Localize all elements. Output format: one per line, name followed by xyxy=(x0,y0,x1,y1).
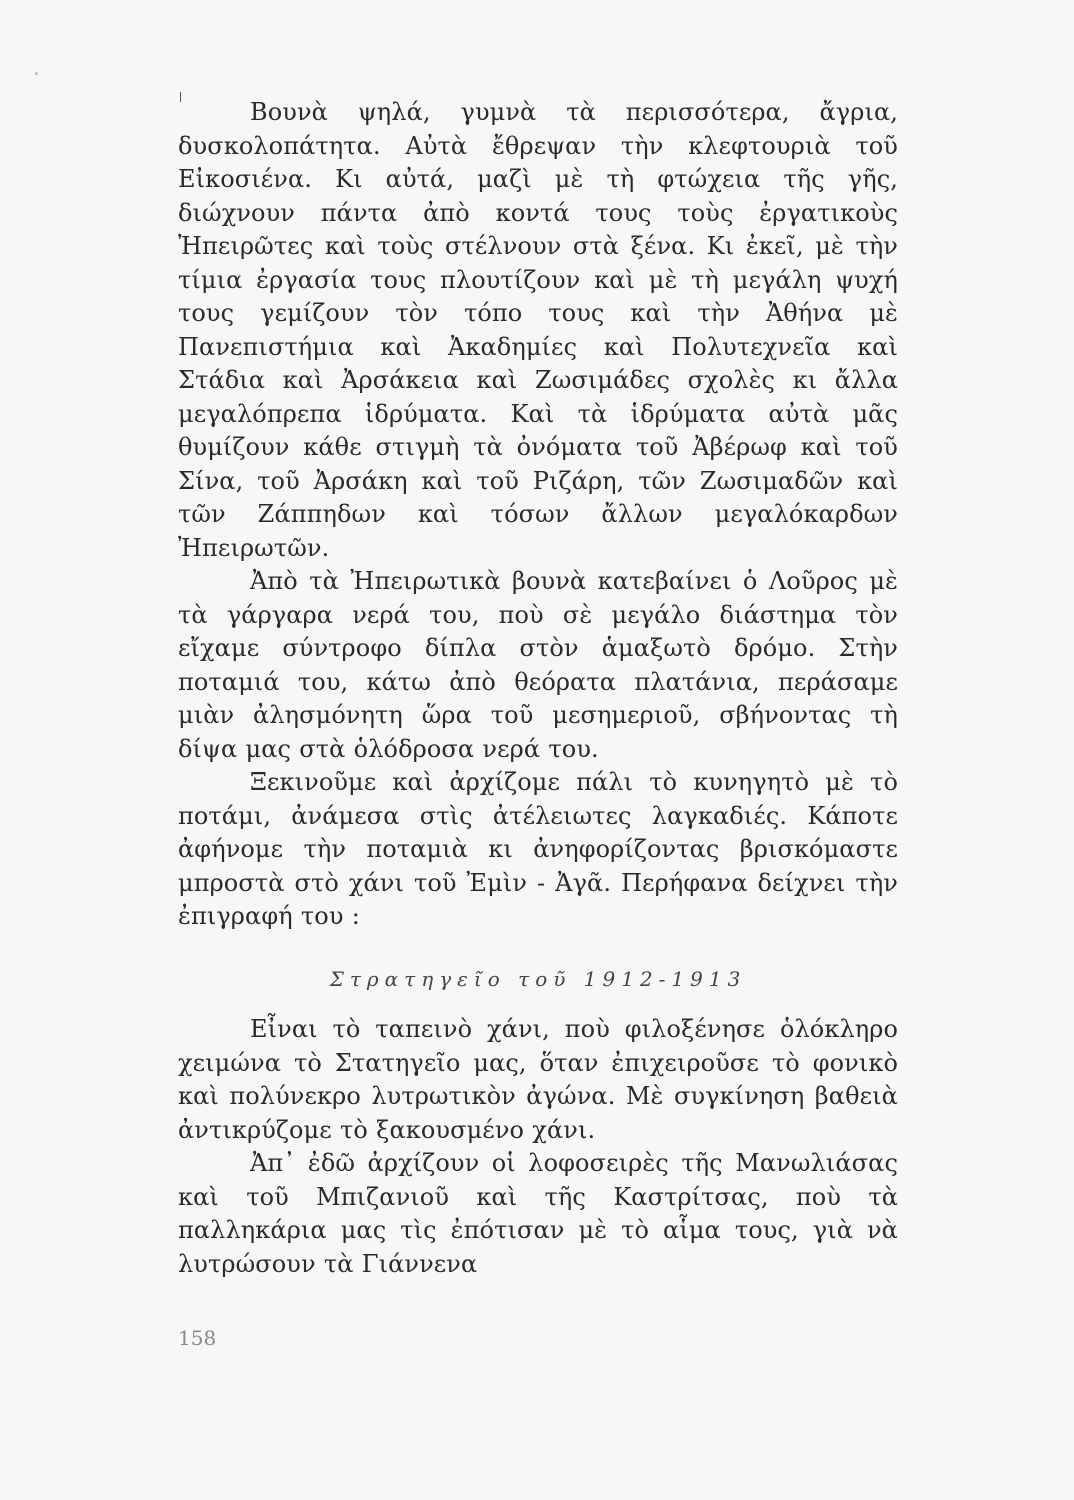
inscription-heading: Στρατηγεῖο τοῦ 1912-1913 xyxy=(329,967,747,991)
page-number: 158 xyxy=(178,1326,217,1350)
paragraph: Εἶναι τὸ ταπεινὸ χάνι, ποὺ φιλοξένησε ὁλόκληρο χειμώνα τὸ Στατηγεῖο μας, ὅταν ἐπιχειροῦσε τὸ φονικὸ καὶ πολύνεκρο λυτρωτικὸν ἀγώνα. Μὲ συγκίνηση βαθειὰ ἀντικρύζομε τὸ ξακουσμένο χάνι. xyxy=(178,1015,898,1144)
text-block-lower xyxy=(178,1013,898,1281)
paragraph: Βουνὰ ψηλά, γυμνὰ τὰ περισσότερα, ἄγρια, δυσκολοπάτητα. Αὐτὰ ἔθρεψαν τὴν κλεφτουριὰ τοῦ Εἰκοσιένα. Κι αὐτά, μαζὶ μὲ τὴ φτώχεια τῆς γῆς, διώχνουν πάντα ἀπὸ κοντά τους τοὺς ἐργατικοὺς Ἠπειρῶτες καὶ τοὺς στέλνουν στὰ ξένα. Κι ἐκεῖ, μὲ τὴν τίμια ἐργασία τους πλουτίζουν καὶ μὲ τὴ μεγάλη ψυχή τους γεμίζουν τὸν τόπο τους καὶ τὴν Ἀθήνα μὲ Πανεπιστήμια καὶ Ἀκαδημίες καὶ Πολυτεχνεῖα καὶ Στάδια καὶ Ἀρσάκεια καὶ Ζωσιμάδες σχολὲς κι ἄλλα μεγαλόπρεπα ἱδρύματα. Καὶ τὰ ἱδρύματα αὐτὰ μᾶς θυμίζουν κάθε στιγμὴ τὰ ὀνόματα τοῦ Ἀβέρωφ καὶ τοῦ Σίνα, τοῦ Ἀρσάκη καὶ τοῦ Ριζάρη, τῶν Ζωσιμαδῶν καὶ τῶν Ζάππηδων καὶ τόσων ἄλλων μεγαλόκαρδων Ἠπειρωτῶν. xyxy=(178,98,898,562)
page-smudge xyxy=(35,72,38,75)
text-block-upper xyxy=(178,96,898,934)
paragraph: Ἀπ᾽ ἐδῶ ἀρχίζουν οἱ λοφοσειρὲς τῆς Μανωλιάσας καὶ τοῦ Μπιζανιοῦ καὶ τῆς Καστρίτσας, ποὺ τὰ παλληκάρια μας τὶς ἐπότισαν μὲ τὸ αἷμα τους, γιὰ νὰ λυτρώσουν τὰ Γιάννενα xyxy=(178,1149,898,1278)
paragraph: Ξεκινοῦμε καὶ ἀρχίζομε πάλι τὸ κυνηγητὸ μὲ τὸ ποτάμι, ἀνάμεσα στὶς ἀτέλειωτες λαγκαδιές. Κάποτε ἀφήνομε τὴν ποταμιὰ κι ἀνηφορίζοντας βρισκόμαστε μπροστὰ στὸ χάνι τοῦ Ἐμὶν - Ἀγᾶ. Περήφανα δείχνει τὴν ἐπιγραφή του : xyxy=(178,768,898,930)
paragraph: Ἀπὸ τὰ Ἠπειρωτικὰ βουνὰ κατεβαίνει ὁ Λοῦρος μὲ τὰ γάργαρα νερά του, ποὺ σὲ μεγάλο διάστημα τὸν εἴχαμε σύντροφο δίπλα στὸν ἁμαξωτὸ δρόμο. Στὴν ποταμιά του, κάτω ἀπὸ θεόρατα πλατάνια, περάσαμε μιὰν ἀλησμόνητη ὥρα τοῦ μεσημεριοῦ, σβήνοντας τὴ δίψα μας στὰ ὁλόδροσα νερά του. xyxy=(178,567,898,763)
